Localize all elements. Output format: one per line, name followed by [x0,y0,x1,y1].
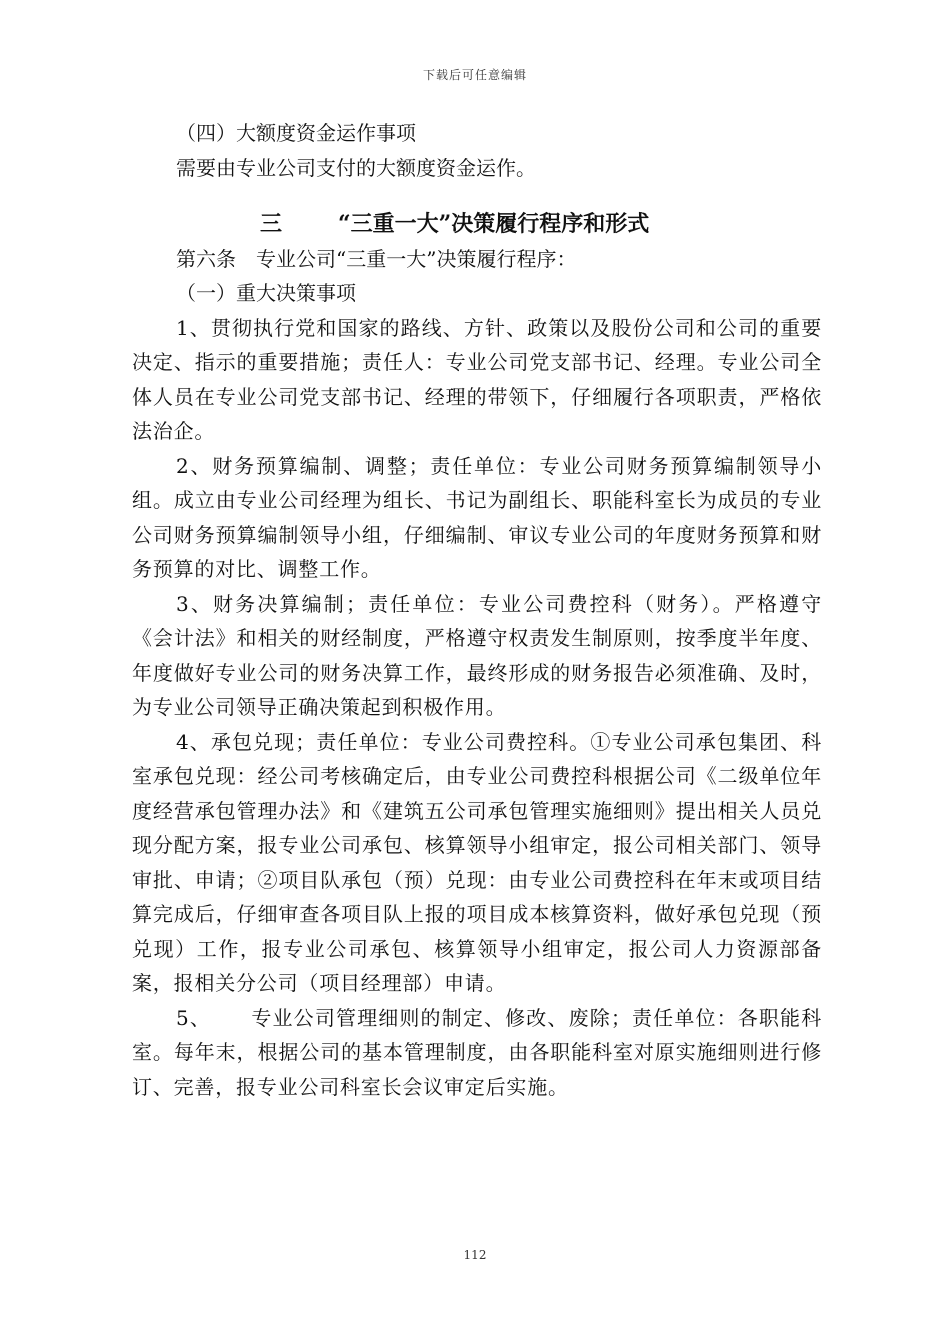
chapter-heading [132,207,822,242]
document-body [132,116,822,1104]
subsection-1-title: （一）重大决策事项 [176,281,356,305]
chapter-title: “三重一大”决策履行程序和形式 [338,211,650,237]
item-1-paragraph: 1、贯彻执行党和国家的路线、方针、政策以及股份公司和公司的重要决定、指示的重要措施；责任人：专业公司党支部书记、经理。专业公司全体人员在专业公司党支部书记、经理的带领下，仔细履行各项职责，严格依法治企。 [132,315,822,443]
section-4-body: 需要由专业公司支付的大额度资金运作。 [176,155,536,180]
item-2-paragraph: 2、财务预算编制、调整；责任单位：专业公司财务预算编制领导小组。成立由专业公司经理为组长、书记为副组长、职能科室长为成员的专业公司财务预算编制领导小组，仔细编制、审议专业公司的年度财务预算和财务预算的对比、调整工作。 [132,453,822,581]
section-4-title: （四）大额度资金运作事项 [176,121,416,145]
chapter-number: 三 [260,211,283,237]
item-5-paragraph [132,1001,822,1105]
item-5-number: 5、 [176,1005,212,1030]
page-number: 112 [463,1248,487,1262]
item-5-text: 专业公司管理细则的制定、修改、废除；责任单位：各职能科室。每年末，根据公司的基本管理制度，由各职能科室对原实施细则进行修订、完善，报专业公司科室长会议审定后实施。 [132,1005,822,1099]
page-header-note: 下载后可任意编辑 [422,68,527,82]
article-6-title: 第六条 专业公司“三重一大”决策履行程序： [176,246,577,271]
item-3-paragraph: 3、财务决算编制；责任单位：专业公司费控科（财务）。严格遵守《会计法》和相关的财经制度，严格遵守权责发生制原则，按季度半年度、年度做好专业公司的财务决算工作，最终形成的财务报告必须准确、及时，为专业公司领导正确决策起到积极作用。 [132,591,822,719]
item-4-paragraph: 4、承包兑现；责任单位：专业公司费控科。①专业公司承包集团、科室承包兑现：经公司考核确定后，由专业公司费控科根据公司《二级单位年度经营承包管理办法》和《建筑五公司承包管理实施细则》提出相关人员兑现分配方案，报专业公司承包、核算领导小组审定，报公司相关部门、领导审批、申请；②项目队承包（预）兑现：由专业公司费控科在年末或项目结算完成后，仔细审查各项目队上报的项目成本核算资料，做好承包兑现（预兑现）工作，报专业公司承包、核算领导小组审定，报公司人力资源部备案，报相关分公司（项目经理部）申请。 [132,729,822,995]
